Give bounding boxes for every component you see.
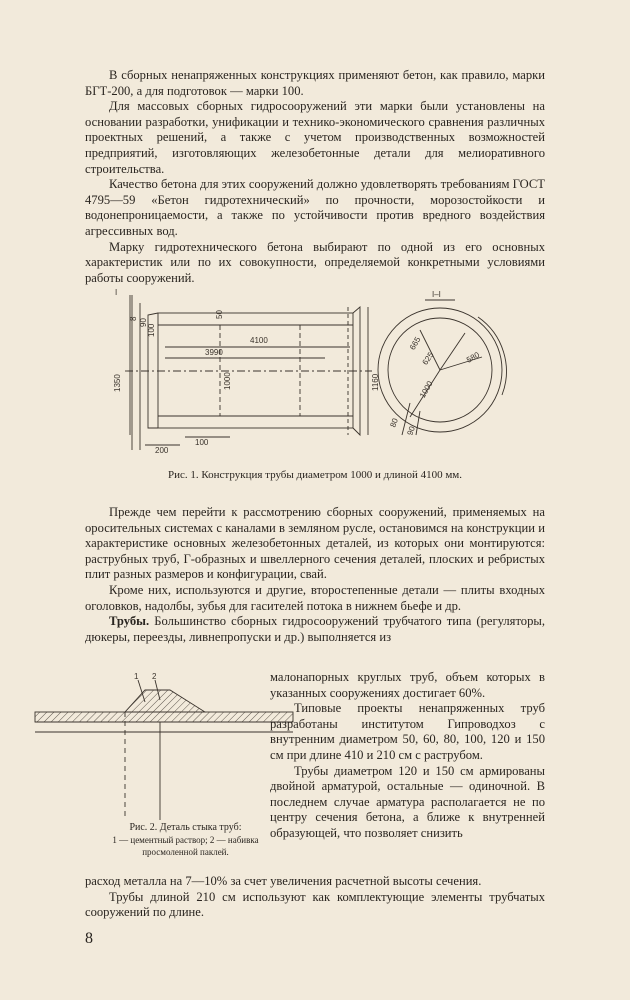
paragraph: Для массовых сборных гидросооружений эти марки были установлены на основании разработки, унификации и технико-экономического сравнения различных проектных решений, а также с учетом производственных возможностей предприятий, изготовляющих железобетонные детали для мелиоративного строительства. xyxy=(85,99,545,176)
fig1-dim-top-d: 50 xyxy=(215,310,224,319)
fig1-dim-r2: 625 xyxy=(420,350,436,367)
fig2-label-2: 2 xyxy=(152,672,157,681)
paragraph: Марку гидротехнического бетона выбирают по одной из его основных характеристик или по их совокупности, определяемой конкретными условиями работы сооружений. xyxy=(85,239,545,285)
paragraph: Прежде чем перейти к рассмотрению сборных сооружений, применяемых на оросительных системах с каналами в земляном русле, остановимся на конструкции и характеристике основных железобетонных деталей, из которых они монтируются: раструбных труб, Г-образных и швеллерного сечения деталей, плоских и ребристых плит разных размеров и конфигурации, свай. xyxy=(85,505,545,582)
fig1-dim-diam-right: 1160 xyxy=(371,373,380,391)
wrap-paragraph-2: Типовые проекты ненапряженных труб разработаны институтом Гипроводхоз с внутренним диаметром 50, 60, 80, 100, 120 и 150 см при длине 410 и 210 см с раструбом. xyxy=(270,701,545,762)
fig1-dim-r5: 80 xyxy=(388,417,400,429)
figure1-pipe-drawing xyxy=(110,285,530,460)
fig1-dim-r3: 580 xyxy=(465,350,482,365)
paragraph: В сборных ненапряженных конструкциях применяют бетон, как правило, марки БГТ-200, а для подготовок — марки 100. xyxy=(85,68,545,98)
fig1-dim-top-a: 8 xyxy=(129,316,138,321)
fig1-dim-diam-left: 1350 xyxy=(113,374,122,392)
fig1-dim-r6: 90 xyxy=(405,425,417,437)
fig1-dim-bottom-b: 100 xyxy=(195,438,209,447)
truby-paragraph xyxy=(85,614,545,645)
wrap-paragraph-1: малонапорных круглых труб, объем которых в указанных сооружениях достигает 60%. xyxy=(270,670,545,700)
tail-paragraph: расход металла на 7—10% за счет увеличения расчетной высоты сечения. xyxy=(85,874,482,888)
fig1-mark-i: I xyxy=(115,288,118,297)
figure2-legend: 1 — цементный раствор; 2 — набивка просмоленной паклей. xyxy=(112,835,259,857)
fig1-section-label: I–I xyxy=(432,290,441,299)
paragraph: Кроме них, используются и другие, второстепенные детали — плиты входных оголовков, надолбы, зубья для гасителей потока в нижнем бьефе и др. xyxy=(85,582,545,613)
wrap-paragraph-3: Трубы диаметром 120 и 150 см армированы двойной арматурой, остальные — одиночной. В последнем случае арматура располагается не по центру сечения бетона, а ближе к внутренней образующей, что позволяет снизить xyxy=(270,763,545,840)
figure1-caption: Рис. 1. Конструкция трубы диаметром 1000 и длиной 4100 мм. xyxy=(167,469,462,481)
fig1-dim-r1: 665 xyxy=(407,335,423,352)
fig1-dim-top-b: 90 xyxy=(139,318,148,327)
figure2-caption-block xyxy=(98,822,273,858)
fig1-dim-top-c: 100 xyxy=(147,323,156,337)
figure2-caption: Рис. 2. Деталь стыка труб: xyxy=(129,822,242,833)
fig1-dim-bottom-a: 200 xyxy=(155,446,169,455)
fig1-dim-r4: 1000 xyxy=(417,379,435,400)
truby-heading: Трубы. xyxy=(109,614,150,629)
paragraph: Качество бетона для этих сооружений должно удовлетворять требованиям ГОСТ 4795—59 «Бетон гидротехнический» по прочности, морозостойкости и водонепроницаемости, а также по устойчивости против вредного воздействия агрессивных вод. xyxy=(85,177,545,238)
bottom-text-block xyxy=(85,874,545,921)
figure2-joint-drawing xyxy=(30,672,300,820)
middle-text-block xyxy=(85,505,545,645)
wrap-text-block xyxy=(270,670,545,842)
fig1-dim-length-total: 4100 xyxy=(250,336,268,345)
truby-lead: Большинство сборных гидросооружений трубчатого типа (регуляторы, дюкеры, переезды, ливнепропуски и др.) выполняется из xyxy=(85,614,545,644)
top-text-block xyxy=(85,68,545,286)
last-paragraph: Трубы длиной 210 см используют как комплектующие элементы трубчатых сооружений по длине. xyxy=(85,889,545,920)
page-number: 8 xyxy=(85,930,93,947)
fig1-dim-length-inner: 3990 xyxy=(205,348,223,357)
fig2-label-1: 1 xyxy=(134,672,139,681)
fig1-dim-diam-inner: 1000 xyxy=(223,372,232,390)
